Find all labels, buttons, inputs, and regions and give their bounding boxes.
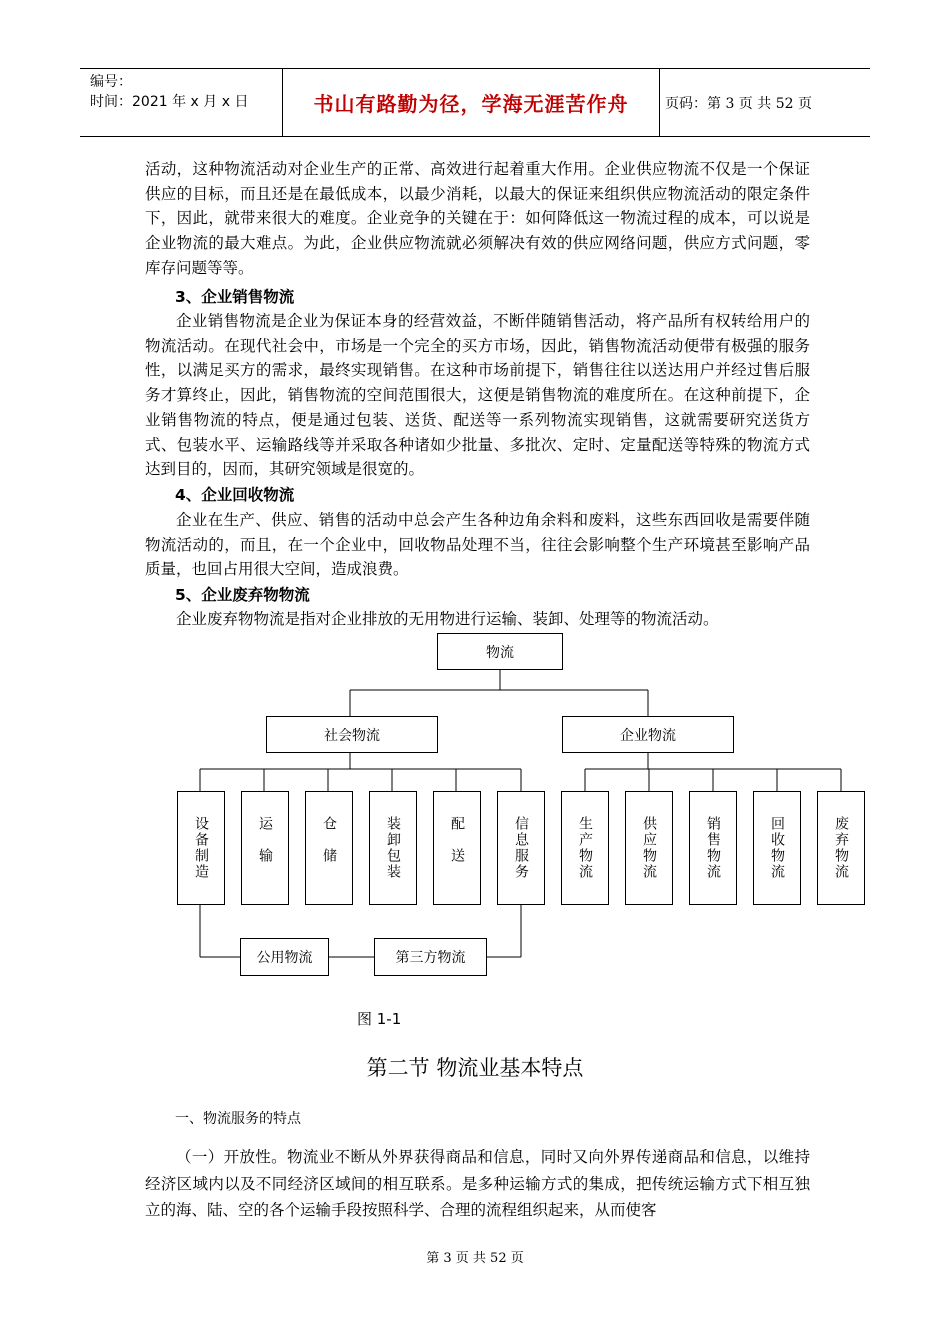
heading-recycling-logistics: 4、企业回收物流 xyxy=(175,486,295,504)
node-information-service: 信息服务 xyxy=(497,791,545,905)
page-header xyxy=(80,68,870,137)
node-supply-logistics: 供应物流 xyxy=(625,791,673,905)
page-footer: 第 3 页 共 52 页 xyxy=(426,1251,524,1266)
heading-sales-logistics: 3、企业销售物流 xyxy=(175,288,295,306)
node-logistics: 物流 xyxy=(437,633,563,670)
section-subheading: 一、物流服务的特点 xyxy=(175,1111,301,1127)
header-page-cell xyxy=(659,69,870,136)
node-handling-packaging: 装卸包装 xyxy=(369,791,417,905)
paragraph-openness: （一）开放性。物流业不断从外界获得商品和信息，同时又向外界传递商品和信息，以维持经济区域内以及不同经济区域间的相互联系。是多种运输方式的集成，把传统运输方式下相互独立的海、陆、空的各个运输手段按照科学、合理的流程组织起来，从而使客 xyxy=(145,1148,810,1219)
paragraph-sales-logistics: 企业销售物流是企业为保证本身的经营效益，不断伴随销售活动，将产品所有权转给用户的物流活动。在现代社会中，市场是一个完全的买方市场，因此，销售物流活动便带有极强的服务性，以满足买方的需求，最终实现销售。在这种市场前提下，销售往往以送达用户并经过售后服务才算终止，因此，销售物流的空间范围很大，这便是销售物流的难度所在。在这种前提下，企业销售物流的特点，便是通过包装、送货、配送等一系列物流实现销售，这就需要研究送货方式、包装水平、运输路线等并采取各种诸如少批量、多批次、定时、定量配送等特殊的物流方式达到目的，因而，其研究领域是很宽的。 xyxy=(145,312,810,479)
node-public-logistics: 公用物流 xyxy=(240,938,329,976)
header-motto-cell xyxy=(282,69,660,136)
header-motto: 书山有路勤为径，学海无涯苦作舟 xyxy=(313,92,629,116)
node-distribution: 配送 xyxy=(433,791,481,905)
node-recycling-logistics: 回收物流 xyxy=(753,791,801,905)
node-equipment-manufacturing: 设备制造 xyxy=(177,791,225,905)
paragraph-recycling-logistics: 企业在生产、供应、销售的活动中总会产生各种边角余料和废料，这些东西回收是需要伴随物流活动的，而且，在一个企业中，回收物品处理不当，往往会影响整个生产环境甚至影响产品质量，也回占用很大空间，造成浪费。 xyxy=(145,511,810,579)
node-third-party-logistics: 第三方物流 xyxy=(374,938,487,976)
header-meta xyxy=(80,69,281,136)
heading-waste-logistics: 5、企业废弃物物流 xyxy=(175,586,310,604)
figure-caption: 图 1-1 xyxy=(357,1010,402,1028)
paragraph-supply-logistics: 活动，这种物流活动对企业生产的正常、高效进行起着重大作用。企业供应物流不仅是一个保证供应的目标，而且还是在最低成本，以最少消耗，以最大的保证来组织供应物流活动的限定条件下，因此，就带来很大的难度。企业竞争的关键在于：如何降低这一物流过程的成本，可以说是企业物流的最大难点。为此，企业供应物流就必须解决有效的供应网络问题，供应方式问题，零库存问题等等。 xyxy=(145,160,810,277)
doc-date-label: 时间：2021 年 x 月 x 日 xyxy=(90,94,249,110)
node-social-logistics: 社会物流 xyxy=(266,716,438,753)
doc-number-label: 编号： xyxy=(90,74,132,90)
node-transport: 运输 xyxy=(241,791,289,905)
header-page-code: 页码：第 3 页 共 52 页 xyxy=(665,95,812,112)
node-waste-logistics: 废弃物流 xyxy=(817,791,865,905)
section-title: 第二节 物流业基本特点 xyxy=(366,1056,584,1080)
paragraph-waste-logistics: 企业废弃物物流是指对企业排放的无用物进行运输、装卸、处理等的物流活动。 xyxy=(176,610,719,628)
node-enterprise-logistics: 企业物流 xyxy=(562,716,734,753)
node-sales-logistics: 销售物流 xyxy=(689,791,737,905)
node-production-logistics: 生产物流 xyxy=(561,791,609,905)
node-storage: 仓储 xyxy=(305,791,353,905)
